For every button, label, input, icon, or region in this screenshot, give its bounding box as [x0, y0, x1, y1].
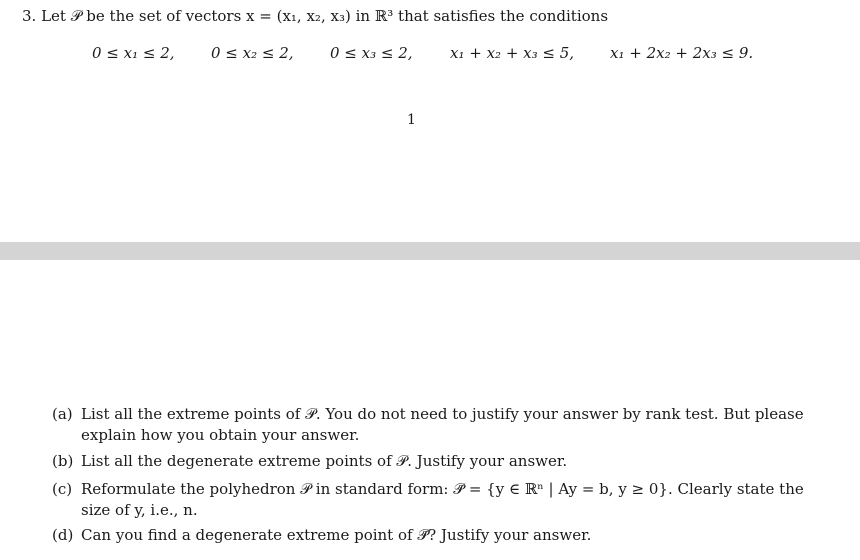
constraint-x3-bounds: 0 ≤ x₃ ≤ 2, [330, 44, 413, 62]
part-label: (d) [52, 526, 74, 544]
page-number: 1 [407, 112, 416, 128]
part-text: List all the extreme points of 𝒫. You do not need to justify your answer by rank test. But please explain how you obtain your answer. [81, 405, 804, 444]
document-page-2 [0, 260, 860, 560]
constraint-x1-bounds: 0 ≤ x₁ ≤ 2, [92, 44, 175, 62]
constraint-weighted-sum: x₁ + 2x₂ + 2x₃ ≤ 9. [610, 44, 754, 62]
constraint-sum: x₁ + x₂ + x₃ ≤ 5, [450, 44, 575, 62]
part-text: Can you find a degenerate extreme point of 𝒫̃? Justify your answer. [81, 526, 592, 544]
part-label: (c) [52, 480, 73, 498]
document-page-1 [0, 0, 860, 242]
question-part-a [52, 404, 812, 446]
part-text: Reformulate the polyhedron 𝒫 in standard form: 𝒫̃ = {y ∈ ℝⁿ | Ay = b, y ≥ 0}. Clearly state the size of y, i.e., n. [81, 480, 804, 519]
part-text: List all the degenerate extreme points of 𝒫. Justify your answer. [81, 452, 568, 470]
question-part-b [52, 451, 812, 472]
question-part-c [52, 479, 812, 521]
part-label: (a) [52, 405, 73, 423]
constraints-row [0, 44, 860, 66]
part-label: (b) [52, 452, 74, 470]
question-part-d [52, 525, 812, 546]
page-separator [0, 242, 860, 260]
constraint-x2-bounds: 0 ≤ x₂ ≤ 2, [211, 44, 294, 62]
problem-statement: 3. Let 𝒫 be the set of vectors x = (x₁, x₂, x₃) in ℝ³ that satisfies the conditions [22, 7, 609, 25]
